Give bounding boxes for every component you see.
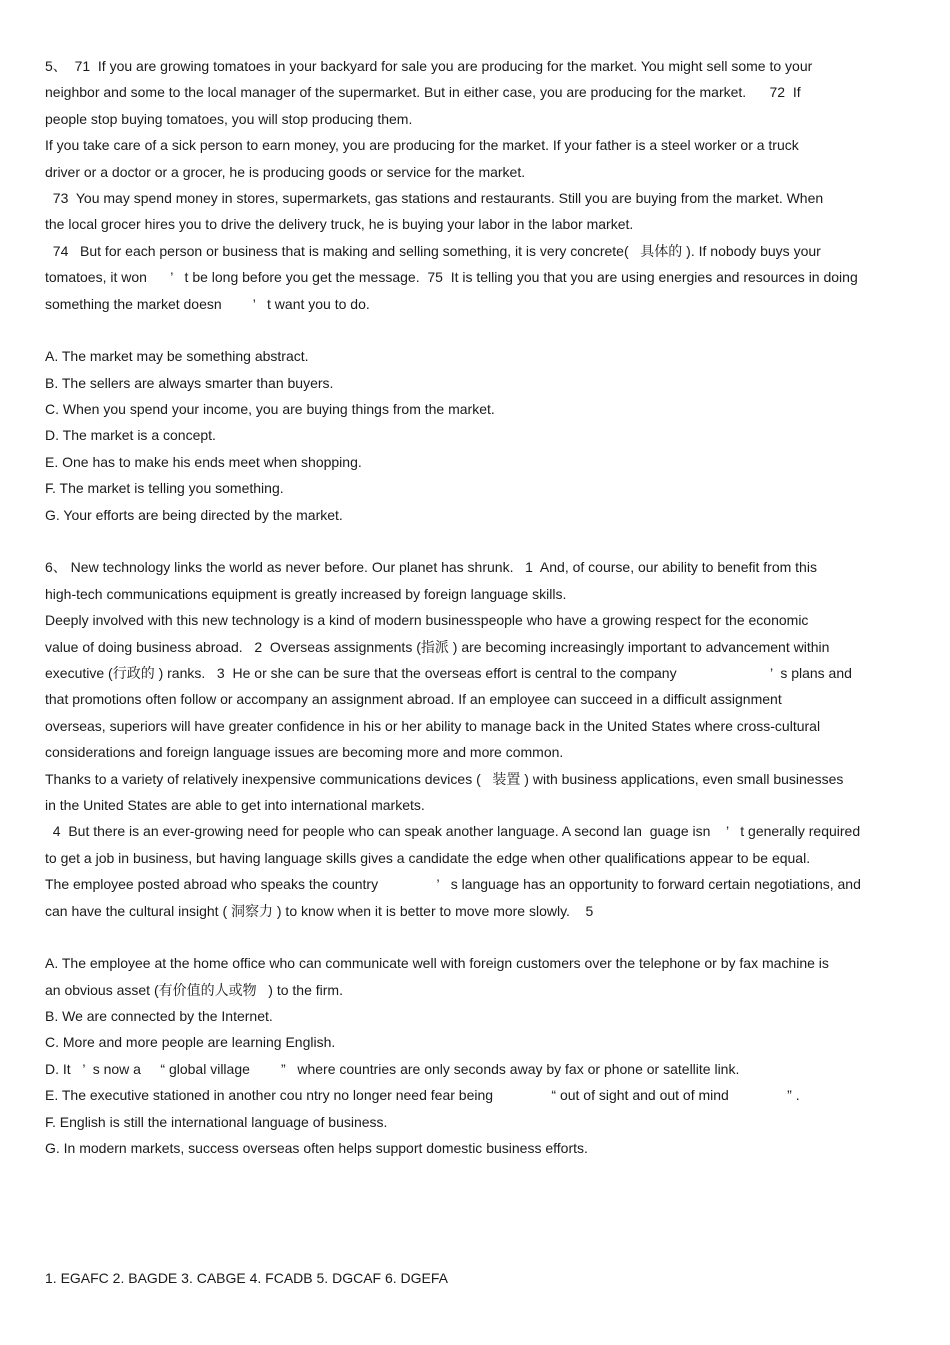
passage-6-line: to get a job in business, but having language skills gives a candidate the edge when other qualifications appear to be equal. xyxy=(45,849,811,866)
option-item: C. More and more people are learning English. xyxy=(45,1034,336,1051)
passage-6-line: that promotions often follow or accompany an assignment abroad. If an employee can succeed in a difficult assignment xyxy=(45,691,782,708)
spacer xyxy=(45,924,945,950)
passage-5-line: 74 But for each person or business that is making and selling something, it is very concrete( 具体的 ). If nobody buys your xyxy=(45,242,821,259)
passage-5-options xyxy=(45,343,945,528)
option-item: A. The market may be something abstract. xyxy=(45,348,309,365)
passage-5-line: the local grocer hires you to drive the delivery truck, he is buying your labor in the labor market. xyxy=(45,216,634,233)
passage-6-line: value of doing business abroad. 2 Overseas assignments (指派 ) are becoming increasingly important to advancement within xyxy=(45,638,830,655)
answer-key: 1. EGAFC 2. BAGDE 3. CABGE 4. FCADB 5. DGCAF 6. DGEFA xyxy=(45,1270,448,1286)
option-item: E. One has to make his ends meet when shopping. xyxy=(45,453,362,470)
passage-5-line: 73 You may spend money in stores, supermarkets, gas stations and restaurants. Still you are buying from the market. When xyxy=(45,189,824,206)
spacer xyxy=(45,528,945,554)
passage-5-line: neighbor and some to the local manager of the supermarket. But in either case, you are producing for the market. 72 If xyxy=(45,84,801,101)
passage-5-line: driver or a doctor or a grocer, he is producing goods or service for the market. xyxy=(45,163,526,180)
option-item: A. The employee at the home office who can communicate well with foreign customers over the telephone or by fax machine is xyxy=(45,955,829,972)
passage-6-line: in the United States are able to get into international markets. xyxy=(45,796,425,813)
passage-5-line: 5、 71 If you are growing tomatoes in your backyard for sale you are producing for the market. You might sell some to your xyxy=(45,58,813,74)
passage-6-line: high-tech communications equipment is greatly increased by foreign language skills. xyxy=(45,585,567,602)
option-item: B. The sellers are always smarter than buyers. xyxy=(45,374,334,391)
spacer xyxy=(45,317,945,343)
passage-5 xyxy=(45,53,945,317)
passage-6-line: 6、 New technology links the world as never before. Our planet has shrunk. 1 And, of course, our ability to benefit from this xyxy=(45,559,817,576)
option-item: F. English is still the international language of business. xyxy=(45,1113,388,1130)
passage-6-line: can have the cultural insight ( 洞察力 ) to know when it is better to move more slowly. 5 xyxy=(45,902,602,919)
option-item: E. The executive stationed in another cou ntry no longer need fear being “ out of sight and out of mind ” . xyxy=(45,1087,800,1104)
passage-5-line: If you take care of a sick person to earn money, you are producing for the market. If your father is a steel worker or a truck xyxy=(45,137,799,154)
option-item: D. The market is a concept. xyxy=(45,427,216,444)
passage-5-line: tomatoes, it won ’ t be long before you get the message. 75 It is telling you that you are using energies and resources in doing xyxy=(45,269,858,286)
passage-6-line: overseas, superiors will have greater confidence in his or her ability to manage back in the United States where cross-cultural xyxy=(45,717,821,734)
passage-6-line: executive (行政的 ) ranks. 3 He or she can be sure that the overseas effort is central to the company ’ s plans and xyxy=(45,664,852,681)
document-page xyxy=(45,53,945,1161)
passage-6-options xyxy=(45,950,945,1161)
passage-6 xyxy=(45,554,945,923)
option-item: C. When you spend your income, you are buying things from the market. xyxy=(45,401,495,418)
option-item: B. We are connected by the Internet. xyxy=(45,1008,273,1025)
passage-6-line: 4 But there is an ever-growing need for people who can speak another language. A second lan guage isn ’ t generally required xyxy=(45,823,861,840)
passage-6-line: Thanks to a variety of relatively inexpensive communications devices ( 装置 ) with business applications, even small businesses xyxy=(45,770,844,787)
passage-6-line: The employee posted abroad who speaks the country ’ s language has an opportunity to forward certain negotiations, and xyxy=(45,876,861,893)
option-item: G. In modern markets, success overseas often helps support domestic business efforts. xyxy=(45,1140,588,1157)
passage-5-line: something the market doesn ’ t want you to do. xyxy=(45,295,370,312)
passage-6-line: Deeply involved with this new technology is a kind of modern businesspeople who have a growing respect for the economic xyxy=(45,612,809,629)
option-item: an obvious asset (有价值的人或物 ) to the firm. xyxy=(45,981,343,998)
passage-5-line: people stop buying tomatoes, you will stop producing them. xyxy=(45,110,413,127)
passage-6-line: considerations and foreign language issues are becoming more and more common. xyxy=(45,744,564,761)
option-item: D. It ’ s now a “ global village ” where countries are only seconds away by fax or phone or satellite link. xyxy=(45,1060,740,1077)
option-item: F. The market is telling you something. xyxy=(45,480,284,497)
option-item: G. Your efforts are being directed by the market. xyxy=(45,506,343,523)
